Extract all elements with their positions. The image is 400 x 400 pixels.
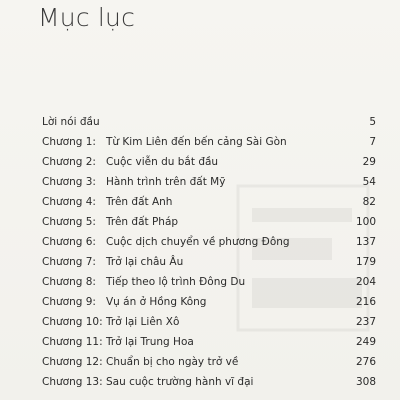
table-of-contents	[42, 112, 376, 392]
chapter-label: Chương 1:	[42, 136, 96, 148]
chapter-title: Cuộc dịch chuyển về phương Đông	[106, 236, 290, 248]
chapter-label: Chương 8:	[42, 276, 96, 288]
chapter-page-number: 54	[362, 176, 376, 188]
chapter-label: Chương 4:	[42, 196, 96, 208]
chapter-title: Trên đất Anh	[106, 196, 173, 208]
chapter-page-number: 237	[355, 316, 376, 328]
toc-entry-chapter-9[interactable]	[42, 292, 376, 312]
chapter-title: Từ Kim Liên đến bến cảng Sài Gòn	[106, 136, 287, 148]
toc-entry-chapter-8[interactable]	[42, 272, 376, 292]
foreword-label: Lời nói đầu	[42, 116, 100, 128]
page-title: Mục lục	[38, 3, 136, 32]
chapter-page-number: 100	[355, 216, 376, 228]
toc-entry-chapter-3[interactable]	[42, 172, 376, 192]
chapter-label: Chương 10:	[42, 316, 103, 328]
chapter-page-number: 7	[369, 136, 376, 148]
chapter-title: Tiếp theo lộ trình Đông Du	[106, 276, 246, 288]
chapter-page-number: 179	[355, 256, 376, 268]
toc-entry-chapter-4[interactable]	[42, 192, 376, 212]
chapter-label: Chương 11:	[42, 336, 103, 348]
chapter-title: Trên đất Pháp	[106, 216, 179, 228]
foreword-page-number: 5	[369, 116, 376, 128]
toc-entry-foreword[interactable]	[42, 112, 376, 132]
chapter-title: Trở lại châu Âu	[106, 256, 184, 268]
toc-entry-chapter-6[interactable]	[42, 232, 376, 252]
toc-entry-chapter-11[interactable]	[42, 332, 376, 352]
chapter-title: Trở lại Trung Hoa	[106, 336, 194, 348]
chapter-title: Sau cuộc trường hành vĩ đại	[106, 376, 254, 388]
toc-entry-chapter-1[interactable]	[42, 132, 376, 152]
toc-entry-chapter-13[interactable]	[42, 372, 376, 392]
toc-entry-chapter-5[interactable]	[42, 212, 376, 232]
toc-entry-chapter-12[interactable]	[42, 352, 376, 372]
chapter-page-number: 29	[362, 156, 376, 168]
next-entry-cutoff	[42, 396, 376, 400]
toc-entry-chapter-7[interactable]	[42, 252, 376, 272]
chapter-label: Chương 9:	[42, 296, 96, 308]
chapter-page-number: 276	[355, 356, 376, 368]
chapter-label: Chương 13:	[42, 376, 103, 388]
chapter-label: Chương 7:	[42, 256, 96, 268]
toc-entry-chapter-2[interactable]	[42, 152, 376, 172]
chapter-title: Hành trình trên đất Mỹ	[106, 176, 226, 188]
chapter-page-number: 308	[355, 376, 376, 388]
chapter-label: Chương 2:	[42, 156, 96, 168]
chapter-title: Vụ án ở Hồng Kông	[106, 296, 207, 308]
chapter-page-number: 204	[355, 276, 376, 288]
chapter-title: Chuẩn bị cho ngày trở về	[106, 356, 239, 368]
toc-entry-chapter-10[interactable]	[42, 312, 376, 332]
chapter-page-number: 249	[355, 336, 376, 348]
chapter-page-number: 82	[362, 196, 376, 208]
chapter-title: Trở lại Liên Xô	[106, 316, 180, 328]
chapter-label: Chương 3:	[42, 176, 96, 188]
chapter-label: Chương 12:	[42, 356, 103, 368]
chapter-page-number: 216	[355, 296, 376, 308]
chapter-page-number: 137	[355, 236, 376, 248]
chapter-label: Chương 6:	[42, 236, 96, 248]
chapter-label: Chương 5:	[42, 216, 96, 228]
chapter-title: Cuộc viễn du bắt đầu	[106, 156, 219, 168]
